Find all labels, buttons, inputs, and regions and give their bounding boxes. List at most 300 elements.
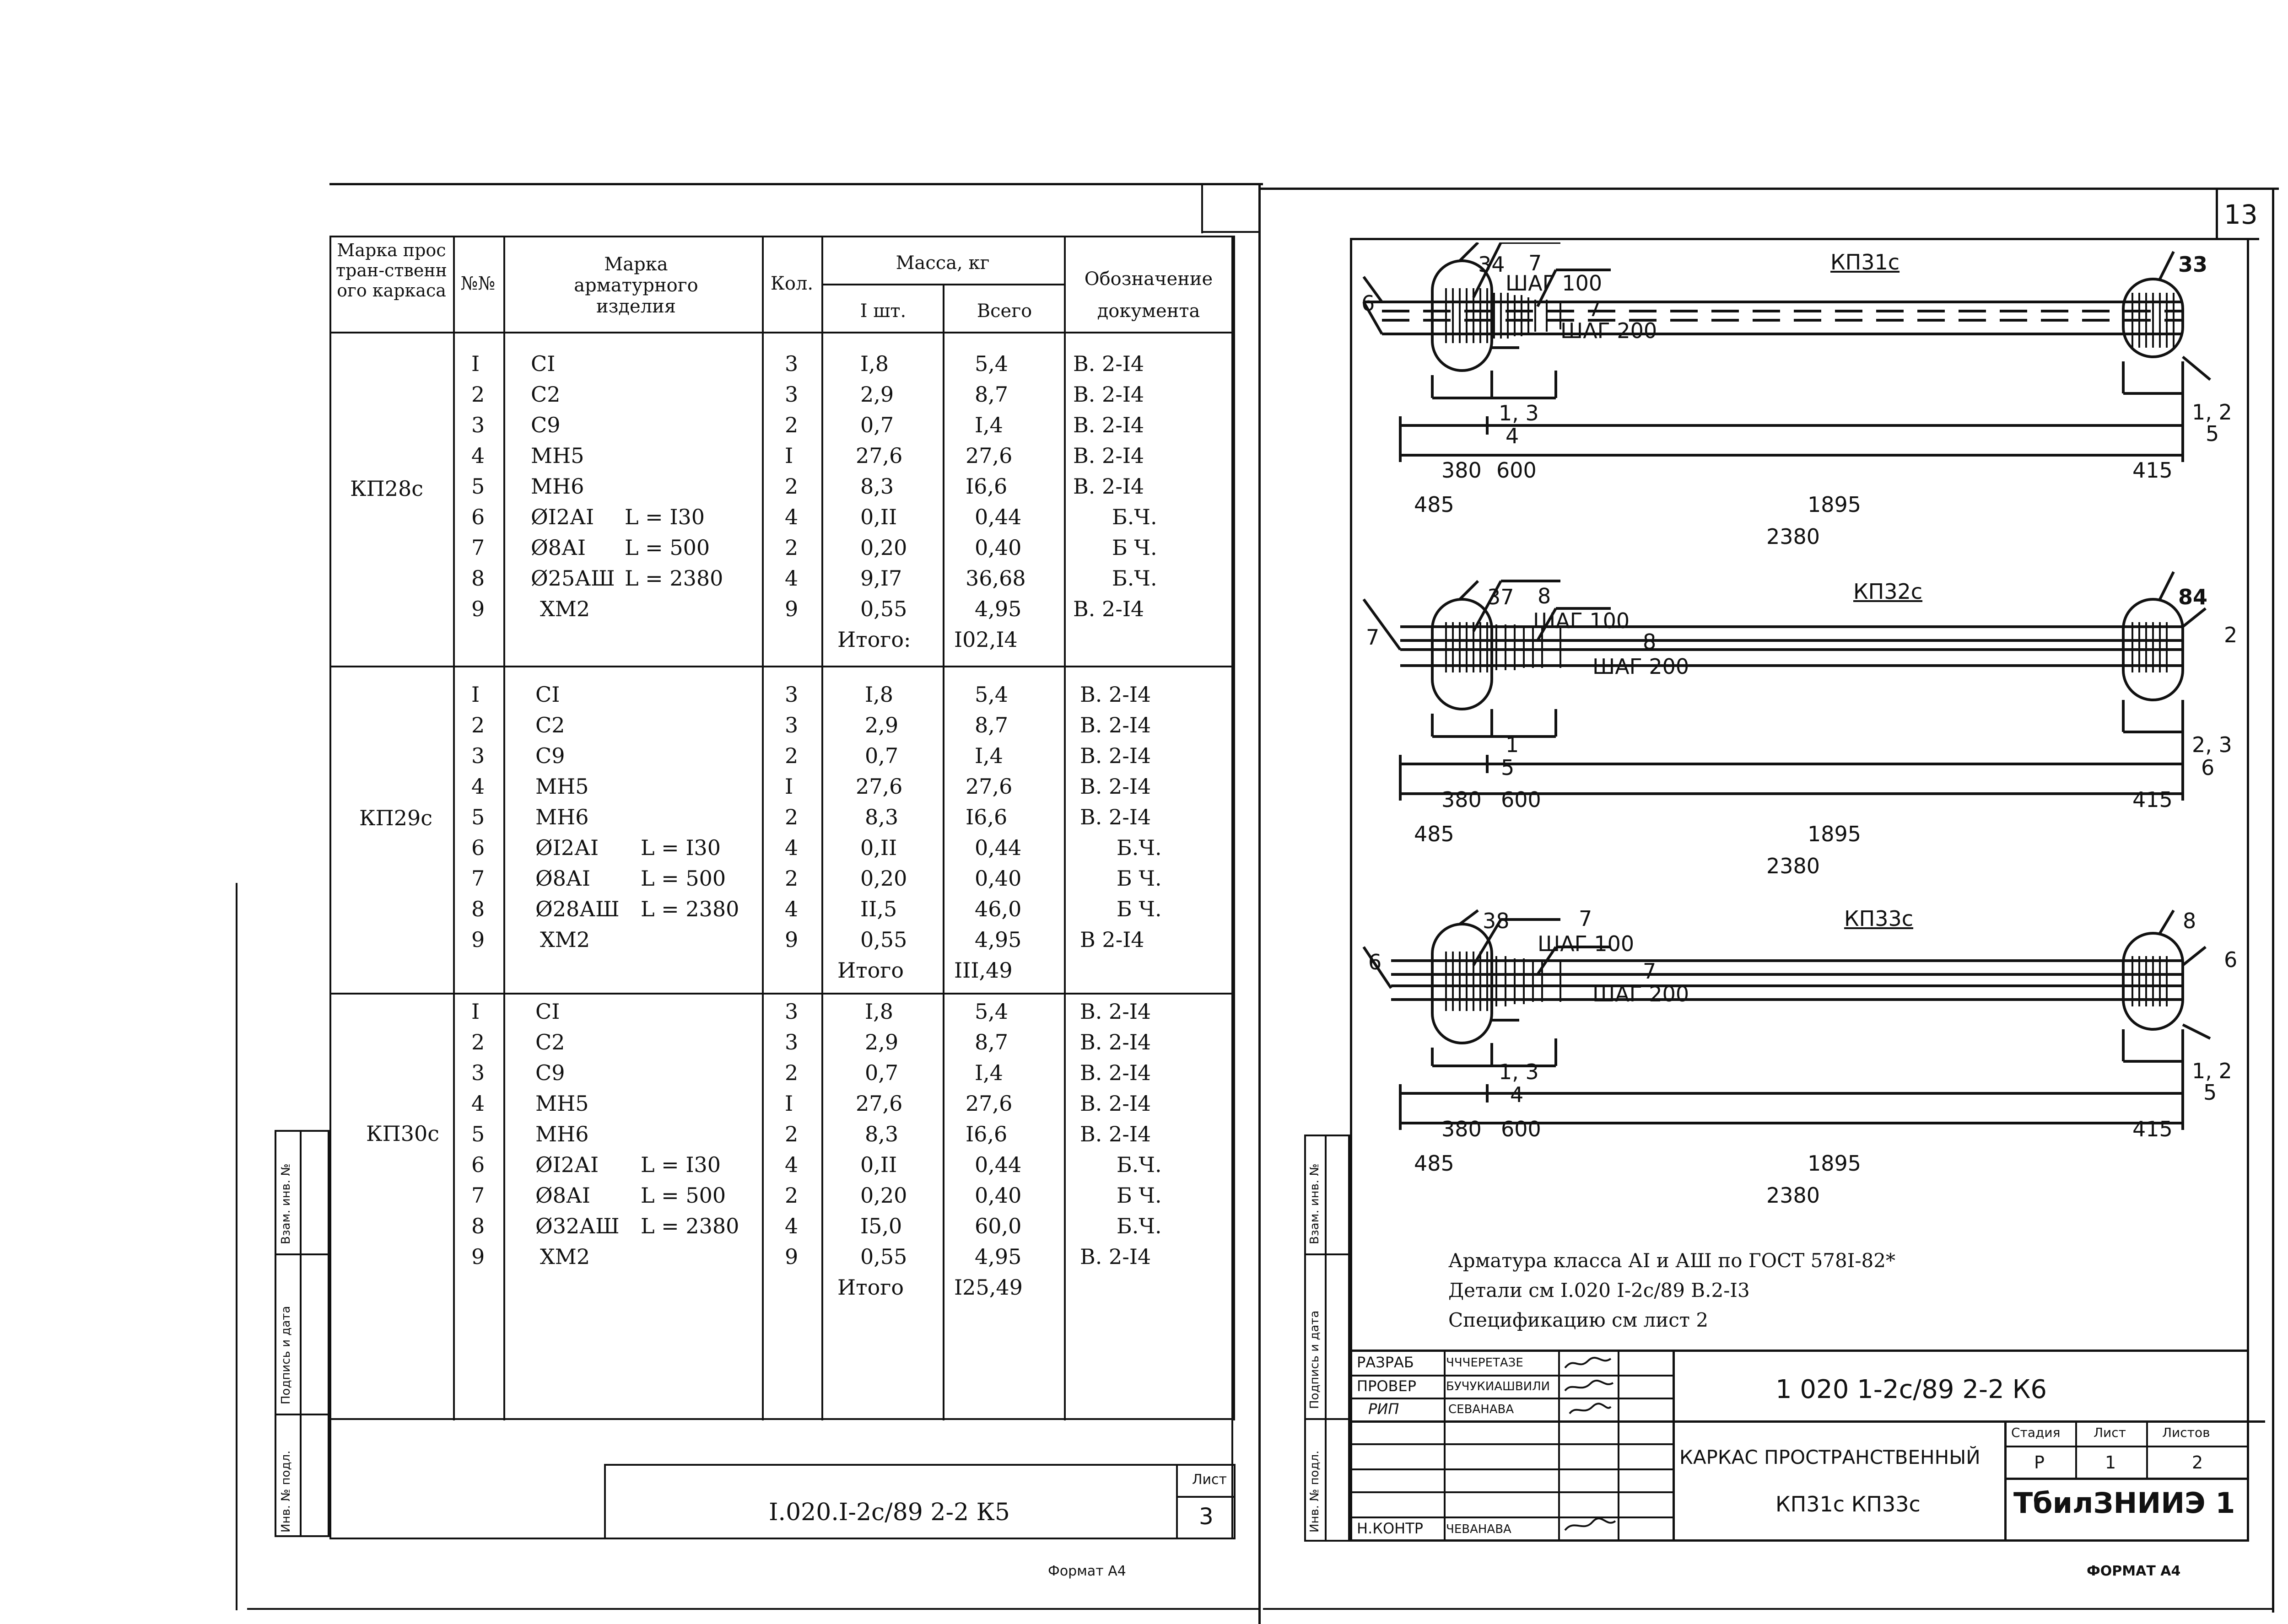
row-mass-total: 8,7 <box>975 713 1009 737</box>
left-side-strip-h1 <box>275 1253 329 1255</box>
kp33-dim-f: 415 <box>2132 1117 2173 1141</box>
right-bottom-border <box>1263 1608 2274 1610</box>
kp31-step1-num: 7 <box>1528 251 1542 275</box>
tb-sheets: 2 <box>2192 1452 2203 1473</box>
row-mass-total: 5,4 <box>975 351 1009 376</box>
row-item: С9 <box>535 1060 565 1085</box>
row-mass-one: 27,6 <box>856 1091 903 1116</box>
group-mark-3: КП30с <box>366 1121 440 1146</box>
row-item: МН5 <box>531 443 584 468</box>
row-number: 3 <box>471 743 485 768</box>
kp31-dim-d: 1895 <box>1808 492 1862 517</box>
row-item: Ø8АI <box>535 1183 590 1208</box>
row-qty: 2 <box>785 743 799 768</box>
left-stamp-sheet-label: Лист <box>1192 1472 1227 1488</box>
row-mass-one: 8,3 <box>860 474 894 499</box>
row-doc: В. 2-I4 <box>1073 382 1144 407</box>
kp33-right-under: 1, 2 <box>2192 1059 2232 1083</box>
tb-code: 1 020 1-2с/89 2-2 К6 <box>1775 1375 2047 1404</box>
left-side-label-inv: Инв. № подл. <box>279 1450 293 1533</box>
kp32-dim-c: 485 <box>1414 822 1454 846</box>
kp33-dim-e: 2380 <box>1766 1183 1820 1208</box>
row-qty: 2 <box>785 1060 799 1085</box>
row-qty: 9 <box>785 1244 799 1269</box>
row-item: МН6 <box>531 474 584 499</box>
left-stamp-divider-h <box>1176 1496 1236 1498</box>
kp32-dim-a: 380 <box>1441 787 1482 812</box>
row-doc: Б.Ч. <box>1117 835 1162 860</box>
group-mark-2: КП29с <box>359 806 433 830</box>
right-top-border <box>1258 188 2279 190</box>
row-item: ØI2АI <box>531 505 594 529</box>
row-mass-total: 5,4 <box>975 999 1009 1024</box>
note-2: Детали см I.020 I-2с/89 В.2-I3 <box>1448 1279 1750 1301</box>
kp33-step1: ШАГ 100 <box>1538 931 1635 956</box>
row-mass-one: 0,20 <box>860 866 907 891</box>
row-item: ХМ2 <box>540 1244 590 1269</box>
row-doc: Б.Ч. <box>1117 1152 1162 1177</box>
row-mass-one: 8,3 <box>865 805 899 829</box>
left-step-line-h <box>1201 231 1261 233</box>
row-doc: В. 2-I4 <box>1073 413 1144 437</box>
row-doc: Б Ч. <box>1117 897 1162 921</box>
row-item: ØI2АI <box>535 1152 599 1177</box>
left-side-strip-divider <box>300 1130 302 1537</box>
row-doc: В. 2-I4 <box>1080 1091 1151 1116</box>
tb-stage: Р <box>2034 1452 2045 1473</box>
row-length: L = 2380 <box>641 897 739 921</box>
col-line-6 <box>1064 236 1066 1420</box>
kp32-dim-b: 600 <box>1501 787 1541 812</box>
kp31-dim-c: 485 <box>1414 492 1454 517</box>
row-mass-total: 0,40 <box>975 1183 1022 1208</box>
row-doc: Б Ч. <box>1117 1183 1162 1208</box>
row-length: L = 2380 <box>625 566 723 591</box>
kp31-dim-f: 415 <box>2132 458 2173 483</box>
left-side-label-sign: Подпись и дата <box>279 1306 293 1404</box>
row-qty: 3 <box>785 713 799 737</box>
row-qty: 3 <box>785 682 799 707</box>
row-qty: 4 <box>785 1214 799 1238</box>
kp32-right-mark: 84 <box>2178 585 2208 609</box>
row-doc: В. 2-I4 <box>1080 1122 1151 1146</box>
row-item: С2 <box>535 713 565 737</box>
row-item: МН5 <box>535 774 589 799</box>
row-number: 6 <box>471 835 485 860</box>
row-item: ØI2АI <box>535 835 599 860</box>
group-total-value: I02,I4 <box>954 627 1018 652</box>
row-number: 7 <box>471 1183 485 1208</box>
row-doc: В. 2-I4 <box>1073 474 1144 499</box>
row-doc: В. 2-I4 <box>1080 713 1151 737</box>
header-quantity: Кол. <box>770 273 814 294</box>
row-doc: В. 2-I4 <box>1080 682 1151 707</box>
row-doc: В 2-I4 <box>1080 927 1144 952</box>
row-mass-total: I,4 <box>975 413 1004 437</box>
kp33-right-side: 6 <box>2224 947 2238 972</box>
row-mass-one: 2,9 <box>865 1030 899 1054</box>
row-mass-total: 46,0 <box>975 897 1022 921</box>
row-mass-total: 0,40 <box>975 535 1022 560</box>
tb-sheet: 1 <box>2105 1452 2116 1473</box>
row-qty: 4 <box>785 1152 799 1177</box>
group-total-value: III,49 <box>954 958 1013 983</box>
row-mass-one: I,8 <box>865 999 894 1024</box>
tb-role-2: ПРОВЕР <box>1357 1377 1417 1395</box>
row-item: СI <box>535 999 560 1024</box>
header-item-mark: Марка арматурного изделия <box>574 254 698 317</box>
kp33-left-mark: 38 <box>1483 909 1510 933</box>
row-doc: Б.Ч. <box>1112 566 1157 591</box>
row-mass-one: 0,55 <box>860 927 907 952</box>
kp32-step2: ШАГ 200 <box>1592 654 1689 679</box>
tb-role-4: Н.КОНТР <box>1357 1520 1424 1537</box>
row-qty: I <box>785 443 793 468</box>
row-qty: 2 <box>785 474 799 499</box>
row-number: 5 <box>471 474 485 499</box>
kp31-dim-a: 380 <box>1441 458 1482 483</box>
col-line-7 <box>1233 236 1235 1420</box>
kp31-dim-e: 2380 <box>1766 524 1820 549</box>
tb-name-4: ЧЕВАНАВА <box>1446 1522 1511 1536</box>
left-outer-binding-line <box>236 883 237 1610</box>
group-total-value: I25,49 <box>954 1275 1023 1300</box>
row-length: L = I30 <box>641 1152 721 1177</box>
kp31-right-under: 1, 2 <box>2192 400 2232 425</box>
header-mass: Масса, кг <box>896 253 990 274</box>
note-1: Арматура класса АI и АШ по ГОСТ 578I-82* <box>1448 1249 1895 1272</box>
row-mass-total: 27,6 <box>966 1091 1013 1116</box>
row-number: 3 <box>471 1060 485 1085</box>
left-step-line <box>1201 183 1203 233</box>
row-qty: 2 <box>785 805 799 829</box>
kp33-dim-b: 600 <box>1501 1117 1541 1141</box>
row-qty: 2 <box>785 866 799 891</box>
row-mass-total: 27,6 <box>966 443 1013 468</box>
kp33-right-mark: 8 <box>2183 909 2196 933</box>
row-length: L = 500 <box>641 1183 726 1208</box>
tb-stage-label: Стадия <box>2011 1425 2061 1440</box>
left-top-border <box>329 183 1263 185</box>
kp31-under-left-b: 4 <box>1506 424 1519 448</box>
kp32-left-mark: 37 <box>1487 585 1514 609</box>
row-qty: 3 <box>785 382 799 407</box>
row-number: 8 <box>471 566 485 591</box>
row-length: L = I30 <box>625 505 705 529</box>
kp32-step1-num: 8 <box>1538 584 1551 608</box>
kp33-title: КП33с <box>1844 906 1914 931</box>
row-mass-one: 2,9 <box>865 713 899 737</box>
tb-name-3: СЕВАНАВА <box>1448 1403 1514 1416</box>
row-number: 2 <box>471 382 485 407</box>
header-frame-mark: Марка простран-ственного каркаса <box>335 240 447 301</box>
kp31-title: КП31с <box>1830 250 1900 274</box>
row-item: Ø28АШ <box>535 897 620 921</box>
row-mass-total: 8,7 <box>975 1030 1009 1054</box>
kp33-dim-d: 1895 <box>1808 1151 1862 1176</box>
left-right-border <box>1258 183 1261 1624</box>
row-qty: 4 <box>785 897 799 921</box>
row-doc: В. 2-I4 <box>1080 805 1151 829</box>
row-qty: 3 <box>785 999 799 1024</box>
row-qty: 9 <box>785 927 799 952</box>
row-doc: В. 2-I4 <box>1073 443 1144 468</box>
right-side-strip-h1 <box>1304 1253 1350 1255</box>
kp31-dim-b: 600 <box>1496 458 1537 483</box>
row-item: С2 <box>531 382 561 407</box>
row-mass-one: 0,7 <box>860 413 894 437</box>
kp31-end-left: 6 <box>1361 291 1375 316</box>
kp31-right-mark: 33 <box>2178 252 2208 277</box>
row-mass-one: 0,II <box>860 835 897 860</box>
row-mass-one: I5,0 <box>860 1214 902 1238</box>
row-number: 7 <box>471 866 485 891</box>
row-item: ХМ2 <box>540 597 590 621</box>
header-document: Обозначение документа <box>1084 269 1213 322</box>
kp32-under-left-b: 5 <box>1501 755 1515 780</box>
kp33-end-left: 6 <box>1368 950 1382 974</box>
row-doc: В. 2-I4 <box>1080 1060 1151 1085</box>
group-mark-1: КП28с <box>350 476 424 501</box>
row-mass-one: 0,55 <box>860 1244 907 1269</box>
row-doc: В. 2-I4 <box>1080 999 1151 1024</box>
row-item: СI <box>535 682 560 707</box>
row-number: 9 <box>471 1244 485 1269</box>
kp32-dim-d: 1895 <box>1808 822 1862 846</box>
row-qty: I <box>785 1091 793 1116</box>
row-mass-total: I6,6 <box>966 474 1008 499</box>
row-number: 7 <box>471 535 485 560</box>
left-format-label: Формат А4 <box>1048 1563 1126 1579</box>
right-side-label-inv: Инв. № подл. <box>1308 1450 1322 1533</box>
kp31-step2: ШАГ 200 <box>1560 318 1657 343</box>
row-mass-total: I6,6 <box>966 805 1008 829</box>
row-number: 2 <box>471 1030 485 1054</box>
kp33-dim-c: 485 <box>1414 1151 1454 1176</box>
kp32-title: КП32с <box>1853 579 1923 604</box>
kp32-dim-f: 415 <box>2132 787 2173 812</box>
table-bottom-line <box>329 1418 1233 1420</box>
row-number: 4 <box>471 1091 485 1116</box>
row-mass-total: 4,95 <box>975 927 1022 952</box>
row-number: 2 <box>471 713 485 737</box>
row-qty: 9 <box>785 597 799 621</box>
row-number: 9 <box>471 597 485 621</box>
tb-name-1: ЧЧЧЕРЕТАЗЕ <box>1446 1356 1523 1370</box>
row-number: 6 <box>471 505 485 529</box>
row-qty: 2 <box>785 1183 799 1208</box>
row-mass-one: 0,II <box>860 505 897 529</box>
tb-col-4 <box>1673 1350 1675 1542</box>
row-length: L = 500 <box>625 535 710 560</box>
row-qty: 2 <box>785 535 799 560</box>
kp33-step1-num: 7 <box>1579 906 1592 931</box>
row-mass-total: I6,6 <box>966 1122 1008 1146</box>
tb-row-9 <box>2004 1478 2249 1480</box>
tb-col-7 <box>2146 1420 2148 1480</box>
tb-name-2: БУЧУКИАШВИЛИ <box>1446 1380 1550 1393</box>
kp33-under-left-b: 4 <box>1510 1082 1524 1107</box>
row-length: L = I30 <box>641 835 721 860</box>
row-item: МН6 <box>535 1122 589 1146</box>
kp33-under-left: 1, 3 <box>1499 1059 1539 1084</box>
row-item: МН5 <box>535 1091 589 1116</box>
page-number: 13 <box>2224 199 2258 230</box>
kp32-under-left: 1 <box>1506 732 1519 757</box>
kp33-step2-num: 7 <box>1643 959 1657 984</box>
row-number: 3 <box>471 413 485 437</box>
row-mass-one: 0,7 <box>865 1060 899 1085</box>
row-number: 6 <box>471 1152 485 1177</box>
drawing-kp33 <box>1364 906 2210 1130</box>
col-line-3 <box>762 236 764 1420</box>
row-item: С2 <box>535 1030 565 1054</box>
row-mass-total: 8,7 <box>975 382 1009 407</box>
row-item: ХМ2 <box>540 927 590 952</box>
row-item: СI <box>531 351 556 376</box>
tb-title-2: КП31с КП33с <box>1775 1492 1921 1516</box>
row-mass-one: I,8 <box>860 351 889 376</box>
kp33-step2: ШАГ 200 <box>1592 982 1689 1006</box>
row-qty: 2 <box>785 1122 799 1146</box>
row-length: L = 500 <box>641 866 726 891</box>
row-number: 4 <box>471 443 485 468</box>
row-number: 9 <box>471 927 485 952</box>
row-mass-total: 36,68 <box>966 566 1026 591</box>
row-mass-total: 5,4 <box>975 682 1009 707</box>
row-qty: 3 <box>785 351 799 376</box>
row-doc: В. 2-I4 <box>1080 1244 1151 1269</box>
row-number: I <box>471 351 480 376</box>
tb-col-5 <box>2004 1420 2007 1542</box>
row-mass-one: 0,55 <box>860 597 907 621</box>
row-mass-total: I,4 <box>975 1060 1004 1085</box>
row-mass-total: 0,44 <box>975 835 1022 860</box>
row-mass-total: 60,0 <box>975 1214 1022 1238</box>
left-bottom-line <box>247 1608 1261 1610</box>
row-mass-one: 0,II <box>860 1152 897 1177</box>
row-doc: Б Ч. <box>1117 866 1162 891</box>
row-doc: Б.Ч. <box>1117 1214 1162 1238</box>
tb-role-3: РИП <box>1368 1400 1399 1418</box>
row-qty: 2 <box>785 413 799 437</box>
frame-drawings <box>1354 242 2247 1331</box>
right-outer-border <box>2272 188 2274 1613</box>
row-number: 8 <box>471 897 485 921</box>
right-format-label: ФОРМАТ А4 <box>2087 1563 2181 1579</box>
group-separator-1 <box>329 666 1233 667</box>
col-line-1 <box>453 236 455 1420</box>
row-number: I <box>471 682 480 707</box>
row-item: Ø25АШ <box>531 566 615 591</box>
kp33-dim-a: 380 <box>1441 1117 1482 1141</box>
row-mass-total: 0,40 <box>975 866 1022 891</box>
row-mass-one: 8,3 <box>865 1122 899 1146</box>
tb-col-6 <box>2075 1420 2077 1480</box>
left-side-strip-h2 <box>275 1414 329 1415</box>
row-number: 5 <box>471 805 485 829</box>
row-mass-one: 27,6 <box>856 774 903 799</box>
row-mass-total: 4,95 <box>975 597 1022 621</box>
row-item: МН6 <box>535 805 589 829</box>
left-stamp-sheet-number: 3 <box>1199 1503 1214 1530</box>
row-mass-total: I,4 <box>975 743 1004 768</box>
row-number: 8 <box>471 1214 485 1238</box>
kp32-step1: ШАГ 100 <box>1533 608 1630 633</box>
kp32-right-side: 2 <box>2224 623 2238 647</box>
header-mass-total: Всего <box>977 301 1032 322</box>
group-total-label: Итого <box>837 958 904 983</box>
row-mass-total: 0,44 <box>975 1152 1022 1177</box>
right-side-label-sign: Подпись и дата <box>1308 1310 1322 1409</box>
note-3: Спецификацию см лист 2 <box>1448 1309 1709 1331</box>
kp31-step2-num: 7 <box>1588 296 1602 321</box>
kp33-right-under-b: 5 <box>2203 1080 2217 1105</box>
kp32-right-under: 2, 3 <box>2192 732 2232 757</box>
tb-row-8 <box>2004 1446 2249 1447</box>
tb-row-3 <box>1350 1420 2265 1423</box>
right-side-strip-h2 <box>1304 1418 1350 1420</box>
row-doc: В. 2-I4 <box>1080 774 1151 799</box>
spec-header-line <box>329 332 1233 333</box>
row-mass-total: 4,95 <box>975 1244 1022 1269</box>
row-mass-one: 0,7 <box>865 743 899 768</box>
kp32-end-left: 7 <box>1366 625 1380 650</box>
row-doc: В. 2-I4 <box>1080 743 1151 768</box>
row-doc: В. 2-I4 <box>1073 597 1144 621</box>
right-side-label-vzam: Взам. инв. № <box>1308 1163 1322 1244</box>
col-line-5 <box>943 284 944 1420</box>
tb-signatures <box>1560 1352 1670 1539</box>
row-qty: 4 <box>785 566 799 591</box>
left-stamp-divider <box>1176 1464 1178 1539</box>
tb-sheet-label: Лист <box>2094 1425 2126 1440</box>
row-mass-one: 27,6 <box>856 443 903 468</box>
group-total-label: Итого: <box>837 627 911 652</box>
row-item: Ø8АI <box>535 866 590 891</box>
kp32-right-under-b: 6 <box>2201 755 2215 780</box>
row-doc: В. 2-I4 <box>1073 351 1144 376</box>
header-mass-one: I шт. <box>860 301 907 322</box>
row-doc: Б Ч. <box>1112 535 1157 560</box>
tb-col-2 <box>1558 1350 1560 1542</box>
left-stamp-code: I.020.I-2с/89 2-2 К5 <box>769 1499 1010 1526</box>
kp31-step1: ШАГ 100 <box>1506 271 1603 296</box>
row-qty: 4 <box>785 505 799 529</box>
row-item: С9 <box>531 413 561 437</box>
tb-col-1 <box>1444 1350 1446 1542</box>
left-side-label-vzam: Взам. инв. № <box>279 1163 293 1244</box>
row-mass-one: II,5 <box>860 897 897 921</box>
row-mass-total: 27,6 <box>966 774 1013 799</box>
tb-role-1: РАЗРАБ <box>1357 1354 1414 1371</box>
row-number: 4 <box>471 774 485 799</box>
row-number: 5 <box>471 1122 485 1146</box>
row-qty: I <box>785 774 793 799</box>
kp31-right-under-b: 5 <box>2206 421 2219 446</box>
kp32-step2-num: 8 <box>1643 629 1657 654</box>
row-qty: 4 <box>785 835 799 860</box>
row-item: Ø8АI <box>531 535 586 560</box>
row-mass-one: 0,20 <box>860 535 907 560</box>
right-side-strip-divider <box>1325 1135 1327 1542</box>
kp31-left-mark: 34 <box>1478 252 1505 277</box>
row-number: I <box>471 999 480 1024</box>
row-mass-one: 2,9 <box>860 382 894 407</box>
header-number: №№ <box>460 273 496 294</box>
row-mass-one: 9,I7 <box>860 566 902 591</box>
kp32-dim-e: 2380 <box>1766 854 1820 878</box>
